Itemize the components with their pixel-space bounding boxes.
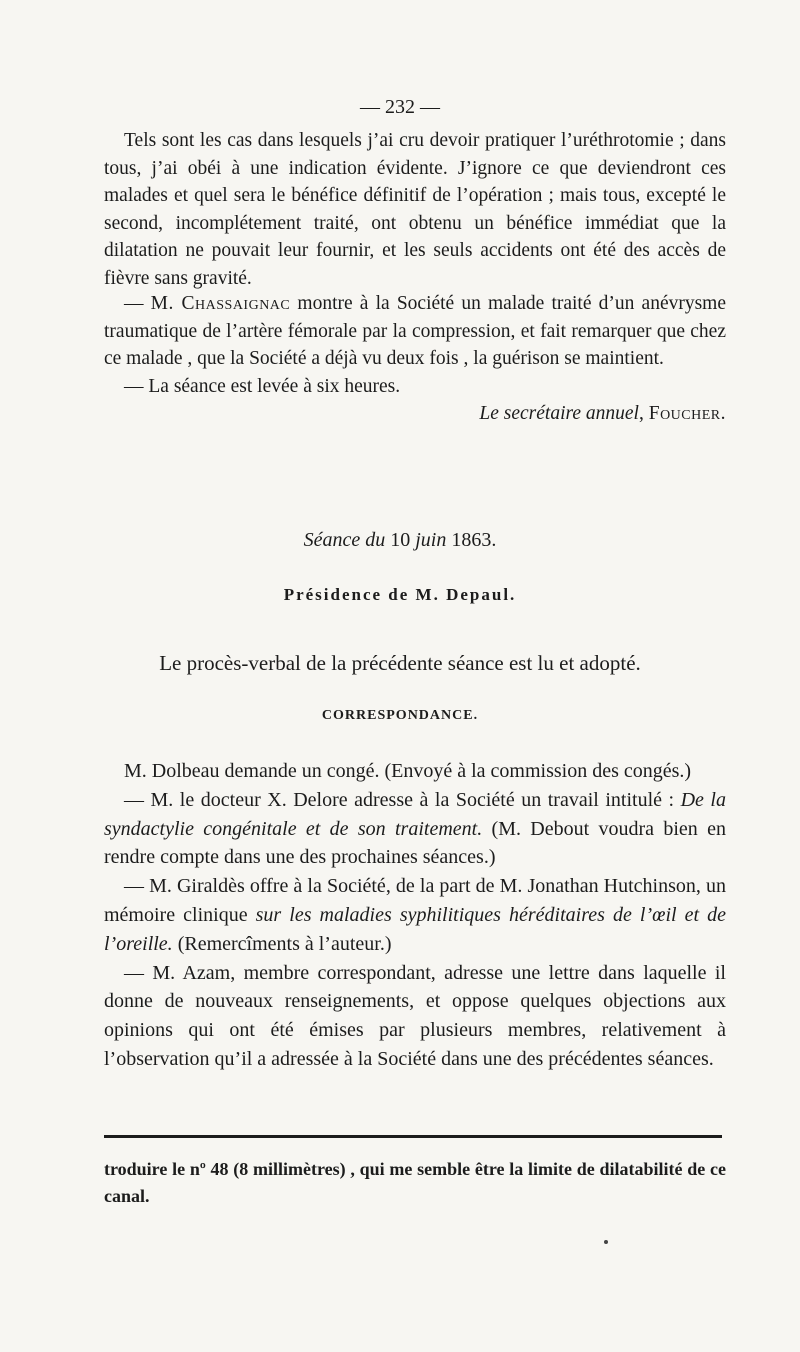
seance-day: 10 xyxy=(390,529,411,551)
seance-year: 1863. xyxy=(451,529,497,551)
intro-paragraph xyxy=(104,127,726,293)
chassaignac-name: M. Chassaignac xyxy=(150,293,291,314)
signature-sep: , xyxy=(638,403,644,425)
page-number: — 232 — xyxy=(360,96,440,118)
chassaignac-dash: — xyxy=(124,293,144,314)
closing-line: — La séance est levée à six heures. xyxy=(124,375,401,397)
giraldes-tail: (Remercîments à l’auteur.) xyxy=(177,932,392,955)
signature-role: Le secrétaire annuel xyxy=(479,403,639,425)
delore-lead: — M. le docteur X. Delore adresse à la Société un travail intitulé : xyxy=(124,788,675,811)
intro-text: Tels sont les cas dans lesquels j’ai cru devoir pratiquer l’uréthrotomie ; dans tous, j’ai obéi à une indication évidente. J’ignore ce que deviendront ces malades et quel sera le bénéfice définitif de l’opération ; mais tous, excepté le second, incomplétement traité, ont obtenu un bénéfice immédiat que la dilatation ne pouvait leur fournir, et les seuls accidents ont été des accès de fièvre sans gravité. xyxy=(104,130,726,289)
presidence-heading: Présidence de M. Depaul. xyxy=(283,585,517,604)
seance-month: juin xyxy=(415,529,447,551)
delore-title: De la syndactylie congénitale et de son traitement. xyxy=(104,788,726,840)
dolbeau-item: M. Dolbeau demande un congé. (Envoyé à la commission des congés.) xyxy=(124,760,692,782)
giraldes-lead: — M. Giraldès offre à la Société, de la part de M. Jonathan Hutchinson, un mémoire clinique xyxy=(104,875,726,926)
proces-verbal: Le procès-verbal de la précédente séance est lu et adopté. xyxy=(159,651,641,675)
delore-item xyxy=(104,786,726,872)
seance-title xyxy=(0,529,800,552)
correspondance-section xyxy=(104,757,726,1074)
chassaignac-body: montre à la Société un malade traité d’un anévrysme traumatique de l’artère fémorale par la compression, et fait remarquer que chez ce malade , que la Société a déjà vu deux fois , la guérison se maintient. xyxy=(104,293,727,370)
azam-item: — M. Azam, membre correspondant, adresse une lettre dans laquelle il donne de nouveaux renseignements, et oppose quelques objections aux opinions qui ont été émises par plusieurs membres, relativement à l’observation qu’il a adressée à la Société dans une des précédentes séances. xyxy=(104,961,726,1070)
delore-tail: (M. Debout voudra bien en rendre compte dans une des prochaines séances.) xyxy=(104,817,727,869)
giraldes-item xyxy=(104,872,726,958)
signature-name: Foucher. xyxy=(648,403,726,425)
ink-speck xyxy=(604,1240,608,1244)
footnote: troduire le nº 48 (8 millimètres) , qui me semble être la limite de dilatabilité de ce canal. xyxy=(104,1159,726,1206)
chassaignac-paragraph xyxy=(104,290,726,428)
chassaignac-text xyxy=(104,290,726,373)
seance-prefix: Séance du xyxy=(303,529,386,551)
giraldes-title: sur les maladies syphilitiques héréditaires de l’œil et de l’oreille. xyxy=(104,903,726,955)
correspondance-heading: CORRESPONDANCE. xyxy=(321,708,479,723)
signature xyxy=(104,400,726,428)
footnote-rule xyxy=(104,1135,722,1138)
